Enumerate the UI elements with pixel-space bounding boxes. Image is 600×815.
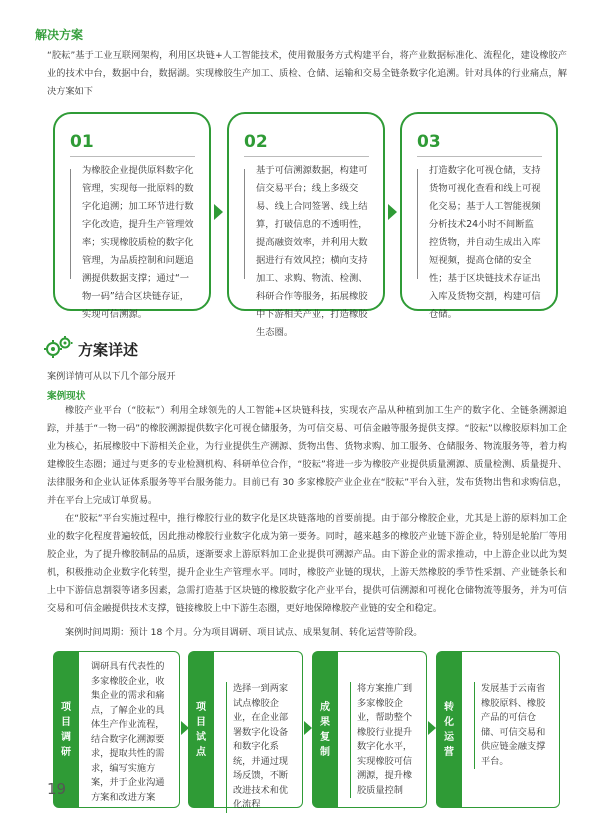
card-text: 打造数字化可视仓储，支持货物可视化查看和线上可视化交易；基于人工智能视频分析技术24小时不间断监控货物，并自动生成出入库短视频，提高仓储的安全性；基于区块链技术存证出入库及货物交割，构建可信仓储。	[429, 165, 541, 320]
details-heading: 方案详述	[78, 340, 139, 359]
case-status-label: 案例现状	[47, 391, 86, 402]
card-number: 01	[70, 132, 94, 152]
step-text: 将方案推广到多家橡胶企业，帮助整个橡胶行业提升数字化水平，实现橡胶可信溯源，提升橡胶质量控制	[350, 682, 420, 798]
step-label-replicate: 成果复制	[312, 651, 338, 808]
page-number: 19	[47, 780, 67, 798]
step-text: 调研具有代表性的多家橡胶企业，收集企业的需求和痛点，了解企业的具体生产作业流程，结合数字化溯源要求，提取共性的需求，编写实施方案，并于企业沟通方案和改进方案	[91, 661, 165, 803]
step-box-research	[79, 651, 180, 808]
solution-card-3	[400, 112, 558, 320]
paragraph-1: 橡胶产业平台（“胶耘”）利用全球领先的人工智能+区块链科技，实现农产品从种植到加工生产的数字化、全链条溯源追踪，并基于“一物一码”的橡胶溯源提供数字化可视仓储服务，为可信交易、可信金融等服务提供支撑。“胶耘”以橡胶原料加工企业为核心，拓展橡胶中下游相关企业，为行业提供生产溯源、货物出售、货物求购、加工服务、仓储服务、物流服务等，着力构建橡胶生态圈；通过与更多的专业检测机构、科研单位合作，“胶耘”将进一步为橡胶产业提供质量溯源、质量检测、质量提升、法律服务和企业认证体系服务等平台服务能力。目前已有 30 多家橡胶产业企业在“胶耘”平台入驻，发布货物出售和求购信息，并在平台上完成订单贸易。	[47, 405, 567, 506]
arrow-right-icon	[388, 204, 397, 220]
arrow-right-icon	[214, 204, 223, 220]
step-text: 发展基于云南省橡胶原料、橡胶产品的可信仓储、可信交易和供应链金融支撑平台。	[474, 682, 553, 769]
divider	[244, 169, 245, 279]
solution-card-1	[53, 112, 211, 320]
arrow-right-icon	[304, 721, 312, 735]
solution-intro: “胶耘”基于工业互联网架构，利用区块链+人工智能技术，使用微服务方式构建平台，将产业数据标准化、流程化，建设橡胶产业的技术中台，数据中台，数据湖。实现橡胶生产加工、质检、仓储、运输和交易全链条数字化追溯。针对具体的行业痛点，解决方案如下	[47, 50, 567, 97]
card-text: 为橡胶企业提供原料数字化管理，实现每一批原料的数字化追溯；加工环节进行数字化改造，提升生产管理效率；实现橡胶质检的数字化管理，为品质控制和问题追溯提供数据支撑；通过“一物一码”结合区块链存证，实现可信溯源。	[82, 165, 194, 320]
arrow-right-icon	[428, 721, 436, 735]
step-text: 选择一到两家试点橡胶企业，在企业部署数字化设备和数字化系统，并通过现场反馈，不断改进技术和优化流程	[226, 682, 296, 813]
divider	[244, 156, 369, 157]
step-box-pilot	[214, 651, 303, 808]
divider	[417, 169, 418, 279]
step-label-operate: 转化运营	[436, 651, 462, 808]
paragraph-3: 案例时间周期：预计 18 个月。分为项目调研、项目试点、成果复制、转化运营等阶段。	[65, 627, 423, 638]
card-number: 02	[244, 132, 268, 152]
paragraph-2: 在“胶耘”平台实施过程中，推行橡胶行业的数字化是区块链落地的首要前提。由于部分橡胶企业，尤其是上游的原料加工企业的数字化程度普遍较低，因此推动橡胶行业数字化成为第一要务。同时，越来越多的橡胶产业链下游企业，特别是轮胎厂等用胶企业，为了提升橡胶制品的品质，逐渐要求上游原料加工企业提供可溯源产品。由下游企业的需求推动，中上游企业以此为契机，积极推动企业数字化转型，提升企业生产管理水平。同时，橡胶产业链的现状，上游天然橡胶的季节性采割、产业链条长和上中下游信息割裂等诸多因素，急需打造基于区块链的橡胶数字化产业平台，提供可信溯源和可视化仓储物流等服务，并为可信交易和可信金融提供技术支撑，链接橡胶上中下游生态圈，更好地保障橡胶产业链的安全和稳定。	[47, 513, 567, 614]
step-box-replicate	[338, 651, 427, 808]
card-number: 03	[417, 132, 441, 152]
card-text: 基于可信溯源数据，构建可信交易平台；线上多级交易、线上合同签署、线上结算，打破信息的不透明性，提高融资效率，并利用大数据进行有效风控；横向支持加工、求购、物流、检测、科研合作等服务，拓展橡胶中下游相关产业，打造橡胶生态圈。	[256, 165, 368, 338]
divider	[417, 156, 542, 157]
details-heading-row	[44, 336, 138, 362]
step-box-operate	[462, 651, 560, 808]
divider	[70, 169, 71, 279]
divider	[70, 156, 195, 157]
solution-card-2	[227, 112, 385, 338]
solution-heading: 解决方案	[35, 28, 84, 42]
step-label-research: 项目调研	[53, 651, 79, 808]
step-label-pilot: 项目试点	[188, 651, 214, 808]
gears-icon	[44, 336, 74, 362]
details-subtitle: 案例详情可从以下几个部分展开	[47, 371, 176, 382]
